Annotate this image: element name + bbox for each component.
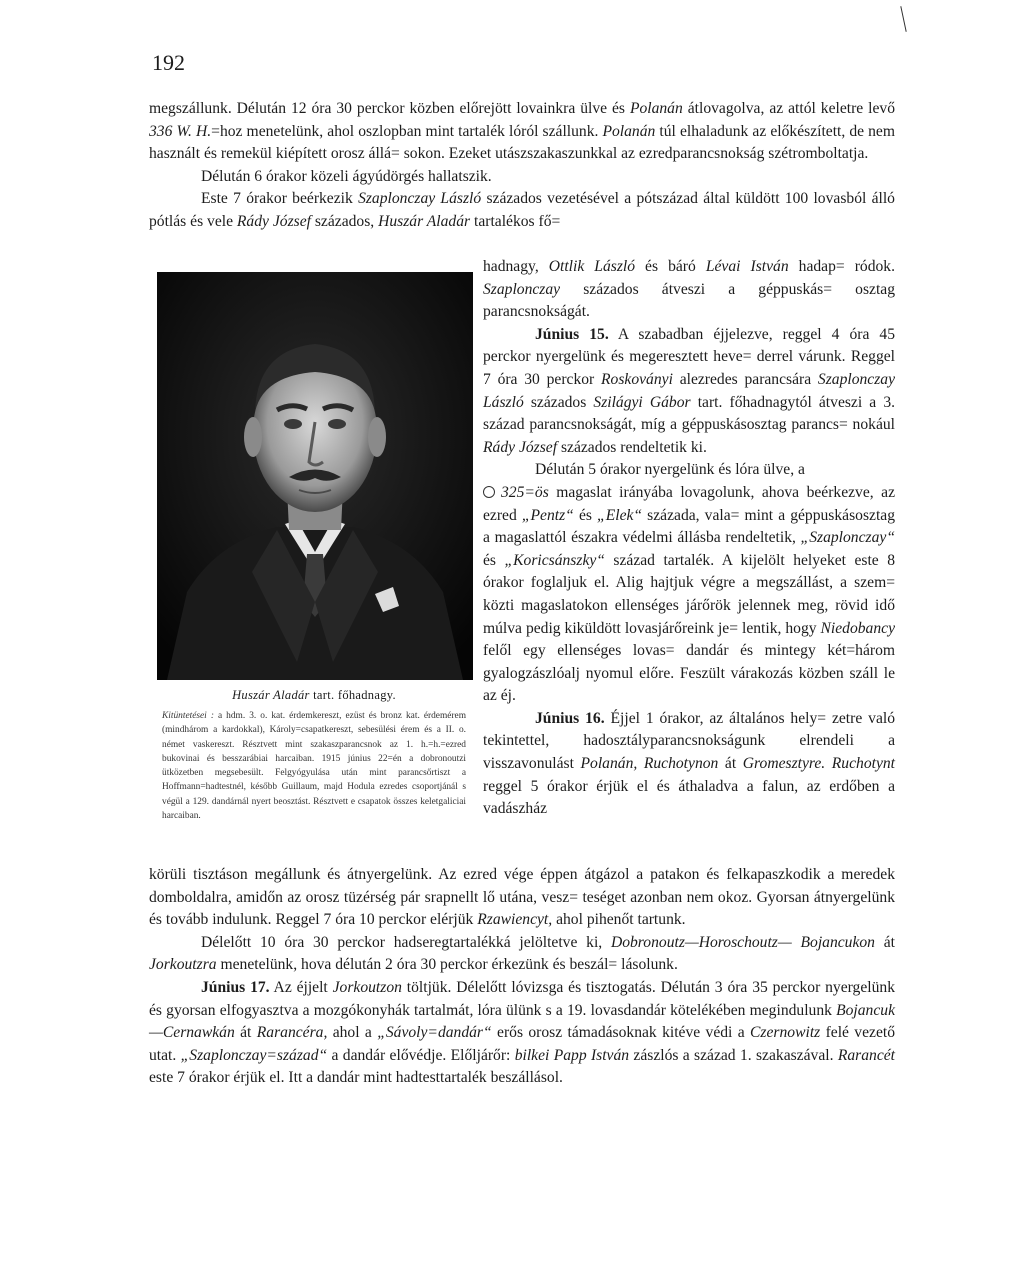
page-number: 192 [152, 50, 185, 75]
portrait-photo [157, 272, 473, 680]
caption-title: Huszár Aladár tart. főhadnagy. [232, 688, 396, 702]
june-17-paragraph: Június 17. Az éjjelt Jorkoutzon töltjük. Délelőtt lóvizsga és tisztogatás. Délután 3 óra 35 perckor nyergelünk és gyorsan elfogyasztva a mozgókonyhák tartalmát, lóra ülünk s a 19. lovasdandár kötelékében megindulunk Bojancuk—Cernawkán át Rarancéra, ahol a „Sávoly=dandár“ erős orosz támadásoknak kitéve védi a Czernowitz felé vezető utat. „Szaplonczay=század“ a dandár elővédje. Előljárőr: bilkei Papp István zászlós a század 1. szakaszával. Rarancét este 7 órakor érjük el. Itt a dandár mint hadtesttartalék beszállásol. [149, 978, 895, 1087]
june-15-paragraph: Június 15. A szabadban éjjelezve, reggel 4 óra 45 perckor nyergelünk és megeresztett heve= derrel várunk. Reggel 7 óra 30 perckor Roskoványi alezredes parancsára Szaplonczay László százados Szilágyi Gábor tart. főhadnagytól átveszi a 3. század parancsnokságát, míg a géppuskásosztag parancs= nokául Rády József százados rendeltetik ki. [483, 325, 896, 456]
paragraph-2: Délután 6 órakor közeli ágyúdörgés hallatszik. [201, 167, 492, 185]
bottom-text [149, 864, 895, 1090]
right-column [483, 256, 895, 821]
margin-mark [900, 6, 906, 32]
top-text [149, 98, 895, 234]
paragraph-5: Délelőtt 10 óra 30 perckor hadseregtartalékká jelöltetve ki, Dobronoutz—Horoschoutz— Bojancukon át Jorkoutzra menetelünk, hova délután 2 óra 30 perckor érkezünk és beszál= lásolunk. [149, 933, 895, 974]
afternoon-paragraph: Délután 5 órakor nyergelünk és lóra ülve, a 325=ös magaslat irányába lovagolunk, ahova beérkezve, az ezred „Pentz“ és „Elek“ százada, vala= mint a géppuskásosztag a magaslattól északra védelmi állásba rendeltetik, „Szaplonczay“ és „Koricsánszky“ század tartalék. A kijelölt helyeket este 8 órakor foglaljuk el. Alig hajtjuk végre a megszállást, a szem= közti magaslatokon ellenséges járőrök jelennek meg, rövid idő múlva pedig kiküldött lovasjárőreink je= lentik, hogy Niedobancy felől egy ellenséges lovas= dandár és mintegy két=három gyalogzászlóalj nyomul előre. Feszült várakozás közben száll le az éj. [483, 461, 896, 705]
paragraph-4: körüli tisztáson megállunk és átnyergelünk. Az ezred vége éppen átgázol a patakon és felkapaszkodik a meredek domboldalra, amidőn az orosz tüzérség pár srapnellt lő utána, vesz= teséget azonban nem okoz. Gyorsan átnyergelünk és tovább indulunk. Reggel 7 óra 10 perckor elérjük Rzawiencyt, ahol pihenőt tartunk. [149, 866, 895, 929]
circle-symbol-icon [483, 486, 495, 498]
portrait-illustration [157, 272, 473, 680]
caption-body: Kitüntetései : a hdm. 3. o. kat. érdemkereszt, ezüst és bronz kat. érdemérem (mindhárom a kardokkal), Károly=csapatkereszt, sebesülési érem és a II. o. német vaskereszt. Résztvett mint szakaszparancsnok az 1. h.=h.=ezred bukovinai és besszarábiai harcaiban. 1915 június 22=én a dobronoutzi ütközetben megsebesült. Felgyógyulása után mint parancsőrtiszt a Hoffmann=hadtestnél, később Guillaum, majd Hodula ezredes csoportjánál s végül a 129. dandárnál nyert beosztást. Résztvett e csapatok összes keletgaliciai harcaiban. [162, 711, 466, 822]
june-16-paragraph: Június 16. Éjjel 1 órakor, az általános hely= zetre való tekintettel, hadosztályparancsnokságunk elrendeli a visszavonulást Polanán, Ruchotynon át Gromesztyre. Ruchotynt reggel 5 órakor érjük el és áthaladva a falun, az erdőben a vadászház [483, 709, 895, 818]
paragraph-3: Este 7 órakor beérkezik Szaplonczay László százados vezetésével a pótszázad által küldött 100 lovasból álló pótlás és vele Rády József százados, Huszár Aladár tartalékos fő= [149, 190, 895, 230]
column-paragraph-1: hadnagy, Ottlik László és báró Lévai István hadap= ródok. Szaplonczay százados átveszi a géppuskás= osztag parancsnokságát. [483, 258, 895, 321]
photo-caption [162, 688, 466, 823]
paragraph-1: megszállunk. Délután 12 óra 30 perckor közben előrejött lovainkra ülve és Polanán átlovagolva, az attól keletre levő 336 W. H.=hoz menetelünk, ahol oszlopban mint tartalék lóról szállunk. Polanán túl elhaladunk az előkészített, de nem használt és remekül kiépített orosz állá= sokon. Ezeket utászszakaszunkkal az ezredparancsnokság szétromboltatja. [149, 100, 895, 163]
